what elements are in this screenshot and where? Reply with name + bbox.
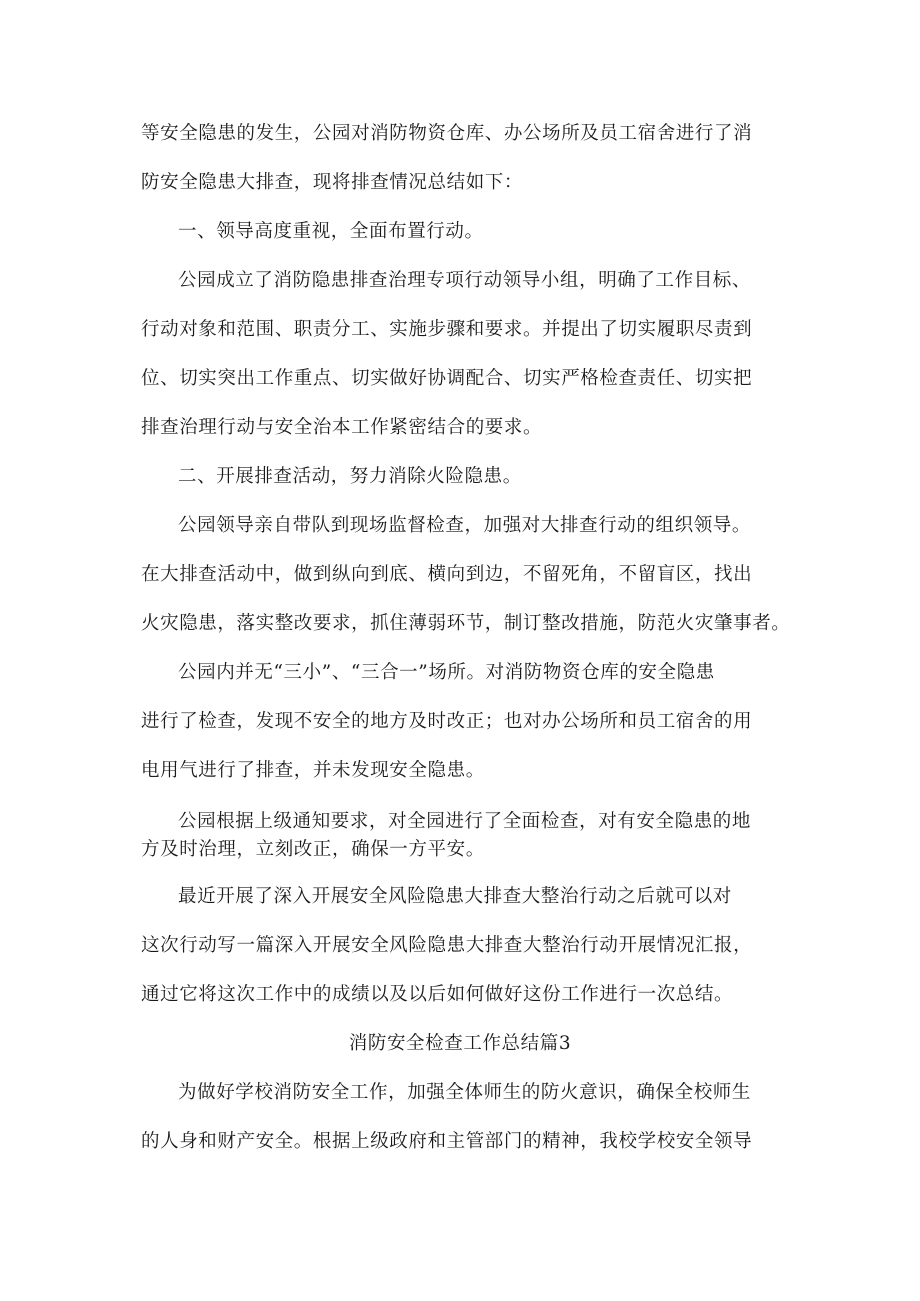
paragraph-line: 电用气进行了排查，并未发现安全隐患。 xyxy=(141,760,485,781)
paragraph-line: 火灾隐患，落实整改要求，抓住薄弱环节，制订整改措施，防范火灾肇事者。 xyxy=(141,613,791,634)
paragraph-line: 的人身和财产安全。根据上级政府和主管部门的精神，我校学校安全领导 xyxy=(141,1131,753,1152)
paragraph-line: 通过它将这次工作中的成绩以及以后如何做好这份工作进行一次总结。 xyxy=(141,984,734,1005)
paragraph-line: 排查治理行动与安全治本工作紧密结合的要求。 xyxy=(141,417,543,438)
paragraph-line: 公园领导亲自带队到现场监督检查，加强对大排查行动的组织领导。 xyxy=(178,515,752,536)
paragraph-line: 为做好学校消防安全工作，加强全体师生的防火意识，确保全校师生 xyxy=(178,1082,752,1103)
paragraph-line: 在大排查活动中，做到纵向到底、横向到边，不留死角，不留盲区，找出 xyxy=(141,564,753,585)
paragraph-line: 行动对象和范围、职责分工、实施步骤和要求。并提出了切实履职尽责到 xyxy=(141,319,753,340)
section-heading-2: 二、开展排查活动，努力消除火险隐患。 xyxy=(178,466,522,487)
paragraph-line: 公园成立了消防隐患排查治理专项行动领导小组，明确了工作目标、 xyxy=(178,270,752,291)
section-title: 消防安全检查工作总结篇3 xyxy=(348,1033,572,1054)
paragraph-line: 方及时治理，立刻改正，确保一方平安。 xyxy=(141,839,485,860)
paragraph-line: 防安全隐患大排查，现将排查情况总结如下： xyxy=(141,172,524,193)
paragraph-line: 最近开展了深入开展安全风险隐患大排查大整治行动之后就可以对 xyxy=(178,886,732,907)
paragraph-line: 等安全隐患的发生，公园对消防物资仓库、办公场所及员工宿舍进行了消 xyxy=(141,123,753,144)
paragraph-line: 公园根据上级通知要求，对全园进行了全面检查，对有安全隐患的地 xyxy=(178,811,752,832)
paragraph-line: 这次行动写一篇深入开展安全风险隐患大排查大整治行动开展情况汇报， xyxy=(141,935,753,956)
paragraph-line: 进行了检查，发现不安全的地方及时改正；也对办公场所和员工宿舍的用 xyxy=(141,711,753,732)
paragraph-line: 公园内并无“三小”、“三合一”场所。对消防物资仓库的安全隐患 xyxy=(178,662,715,683)
paragraph-line: 位、切实突出工作重点、切实做好协调配合、切实严格检查责任、切实把 xyxy=(141,368,753,389)
section-heading-1: 一、领导高度重视，全面布置行动。 xyxy=(178,221,484,242)
